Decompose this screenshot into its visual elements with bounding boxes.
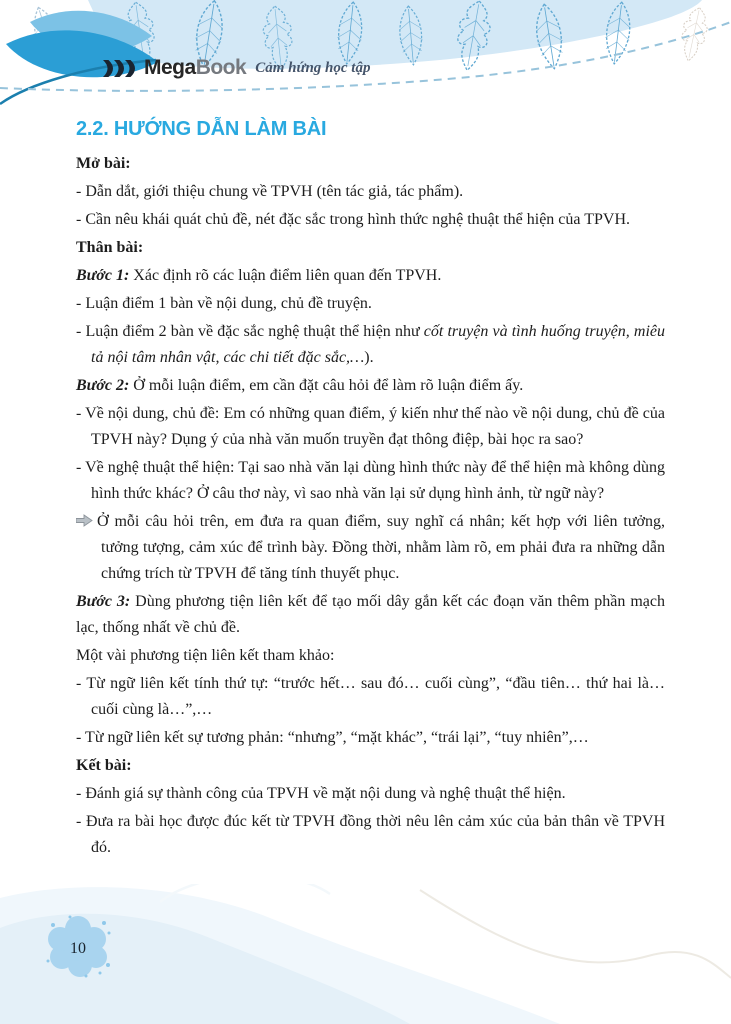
dash-marker: - [76, 729, 82, 746]
brand-tagline: Cảm hứng học tập [255, 59, 371, 76]
dash-marker: - [76, 785, 82, 802]
bullet-item [76, 809, 665, 861]
paragraph-text: Ở mỗi luận điểm, em cần đặt câu hỏi để làm rõ luận điểm ấy. [133, 377, 524, 394]
dash-marker: - [76, 675, 82, 692]
page-number: 10 [70, 940, 86, 957]
arrow-bullet-icon [76, 514, 93, 527]
section-title: 2.2. HƯỚNG DẪN LÀM BÀI [76, 118, 327, 140]
paragraph-text: ). [364, 349, 374, 366]
brand-name-book: Book [195, 56, 247, 79]
bullet-item [76, 319, 665, 371]
dash-marker: - [76, 295, 82, 312]
paragraph-text: Ở mỗi câu hỏi trên, em đưa ra quan điểm, suy nghĩ cá nhân; kết hợp với liên tưởng, tưởng tượng, cảm xúc để trình bày. Đồng thời, nhằm làm rõ, em phải đưa ra những dẫn chứng trích từ TPVH để tăng tính thuyết phục. [97, 513, 665, 582]
step-item [76, 263, 665, 289]
step-label: Bước 3: [76, 593, 131, 610]
paragraph-text: Về nội dung, chủ đề: Em có những quan điểm, ý kiến như thế nào về nội dung, chủ đề của TPVH này? Dụng ý của nhà văn muốn truyền đạt thông điệp, bài học ra sao? [85, 405, 665, 448]
paragraph-text: Từ ngữ liên kết tính thứ tự: “trước hết… sau đó… cuối cùng”, “đầu tiên… thứ hai là… cuối cùng là…”,… [86, 675, 665, 718]
step-label: Bước 1: [76, 267, 130, 284]
dash-marker: - [76, 813, 82, 830]
paragraph-text: Từ ngữ liên kết sự tương phản: “nhưng”, “mặt khác”, “trái lại”, “tuy nhiên”,… [85, 729, 589, 746]
dash-marker: - [76, 405, 82, 422]
bullet-item [76, 725, 665, 751]
dash-marker: - [76, 211, 82, 228]
italic-example-text: cốt truyện và tình huống truyện, miêu tả nội tâm nhân vật, các chi tiết đặc sắc,… [91, 323, 666, 366]
bullet-item [76, 455, 665, 507]
bullet-item [76, 401, 665, 453]
step-label: Bước 2: [76, 377, 130, 394]
bullet-item [76, 291, 665, 317]
dash-marker: - [76, 323, 82, 340]
dash-marker: - [76, 459, 82, 476]
footer-decoration [0, 884, 731, 1024]
step-item [76, 373, 665, 399]
paragraph-text: Về nghệ thuật thể hiện: Tại sao nhà văn lại dùng hình thức này để thể hiện mà không dùng hình thức khác? Ở câu thơ này, vì sao nhà văn lại sử dụng hình ảnh, từ ngữ này? [85, 459, 665, 502]
paragraph-text: Đánh giá sự thành công của TPVH về mặt nội dung và nghệ thuật thể hiện. [85, 785, 566, 802]
heading-than-bai: Thân bài: [76, 239, 144, 256]
paragraph-text: Luận điểm 1 bàn về nội dung, chủ đề truyện. [85, 295, 372, 312]
footer-swoosh-line [420, 890, 731, 978]
paragraph-text: Dùng phương tiện liên kết để tạo mối dây gắn kết các đoạn văn thêm phần mạch lạc, thống nhất về chủ đề. [76, 593, 665, 636]
heading-mo-bai: Mở bài: [76, 155, 131, 172]
paragraph-text: Xác định rõ các luận điểm liên quan đến TPVH. [133, 267, 442, 284]
plain-paragraph: Một vài phương tiện liên kết tham khảo: [76, 647, 335, 664]
paragraph-text: Luận điểm 2 bàn về đặc sắc nghệ thuật thể hiện như [85, 323, 424, 340]
paragraph-text: Cần nêu khái quát chủ đề, nét đặc sắc trong hình thức nghệ thuật thể hiện của TPVH. [85, 211, 630, 228]
bullet-item [76, 781, 665, 807]
arrow-note [76, 509, 665, 587]
paragraph-text: Dẫn dắt, giới thiệu chung về TPVH (tên tác giả, tác phẩm). [85, 183, 464, 200]
bullet-item [76, 207, 665, 233]
heading-ket-bai: Kết bài: [76, 757, 132, 774]
bullet-item [76, 671, 665, 723]
brand-name-mega: Mega [144, 56, 196, 79]
paragraph-text: Đưa ra bài học được đúc kết từ TPVH đồng thời nêu lên cảm xúc của bản thân về TPVH đó. [85, 813, 666, 856]
step-item [76, 589, 665, 641]
dash-marker: - [76, 183, 82, 200]
bullet-item [76, 179, 665, 205]
